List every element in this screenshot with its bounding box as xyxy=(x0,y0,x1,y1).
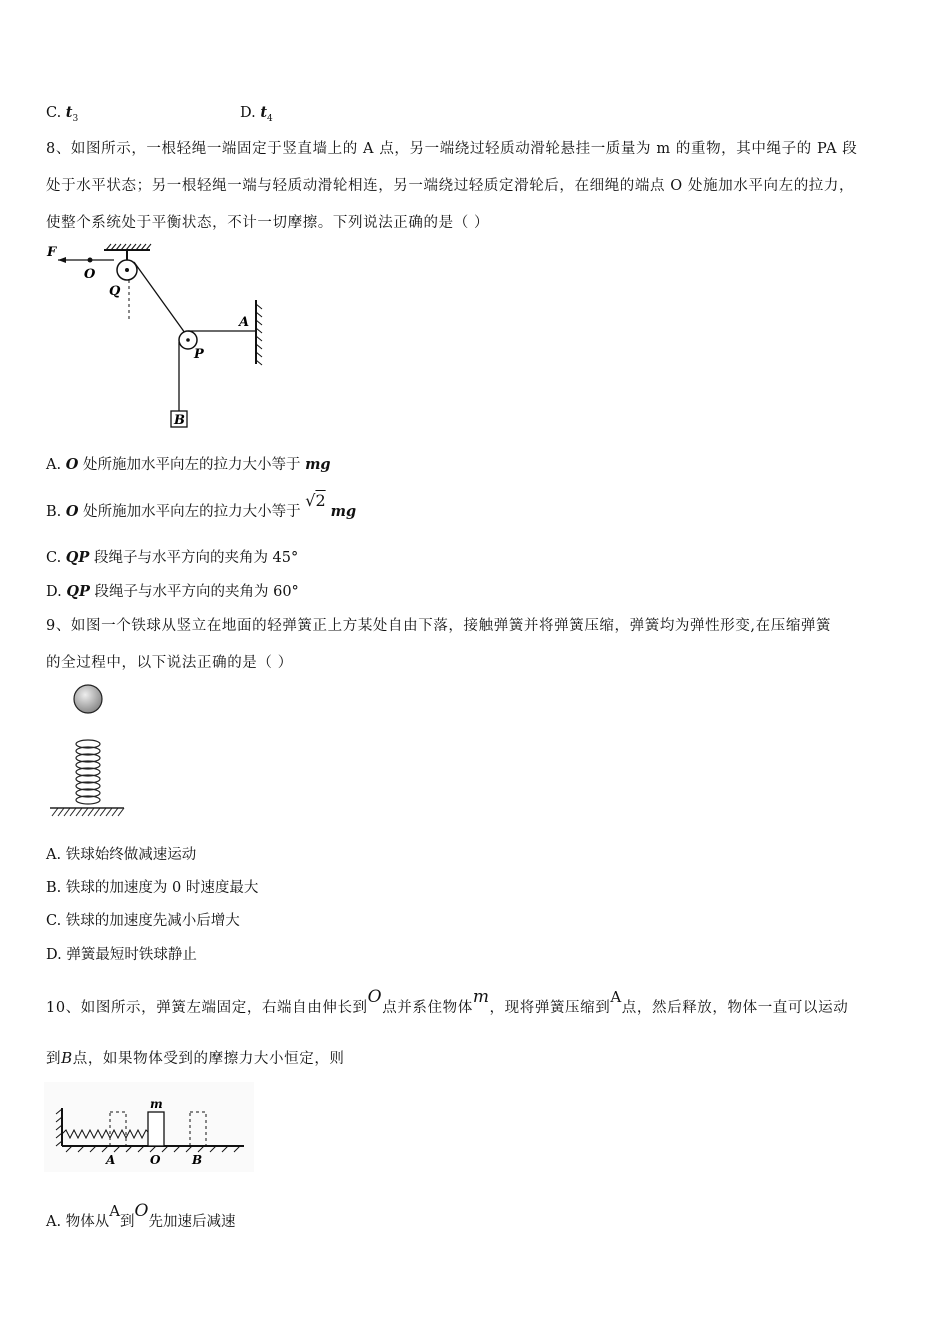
q10-var-a: A xyxy=(610,988,622,1006)
q8-option-b-text: 处所施加水平向左的拉力大小等于 xyxy=(78,504,306,520)
q8-label-b: B xyxy=(174,413,185,428)
q9-spring-figure xyxy=(46,682,136,827)
q10-stem-line2-a: 到 xyxy=(46,1051,62,1067)
q8-label-o: O xyxy=(84,267,96,282)
q7-option-c-var: t xyxy=(65,104,73,121)
q9-ground-hatch xyxy=(52,808,124,816)
q10-option-a xyxy=(46,1200,236,1230)
q9-option-b: B. 铁球的加速度为 0 时速度最大 xyxy=(46,880,259,896)
q10-option-a-var-o: O xyxy=(134,1201,149,1221)
q8-pulley-figure xyxy=(44,240,274,435)
q8-label-a: A xyxy=(239,315,250,330)
q10-label-m: m xyxy=(150,1097,163,1111)
q8-option-a-var: O xyxy=(65,456,79,473)
q10-option-a-var-a: A xyxy=(109,1202,121,1220)
q10-option-a-tail: 先加速后减速 xyxy=(148,1214,236,1230)
q8-option-c-text: 段绳子与水平方向的夹角为 45° xyxy=(89,550,299,566)
q8-option-b xyxy=(46,491,357,521)
q9-iron-ball xyxy=(74,685,102,713)
q10-label-o: O xyxy=(150,1153,161,1167)
q9-option-a: A. 铁球始终做减速运动 xyxy=(46,847,197,863)
q8-rope-qp xyxy=(134,262,185,333)
q10-block-m xyxy=(148,1112,164,1146)
q8-option-b-var: O xyxy=(65,503,79,520)
q8-option-a xyxy=(46,453,331,474)
q7-option-d xyxy=(240,104,273,124)
q10-stem-line2-b: 点，如果物体受到的摩擦力大小恒定，则 xyxy=(72,1051,345,1067)
q10-stem-part4: 点，然后释放，物体一直可以运动 xyxy=(621,1000,849,1016)
q10-var-b: B xyxy=(61,1049,73,1067)
q8-option-b-tail: mg xyxy=(325,503,357,520)
q10-option-a-mid: 到 xyxy=(120,1214,135,1230)
q8-wall xyxy=(256,300,262,365)
q8-pulley-q-axle xyxy=(125,268,129,272)
q8-option-c xyxy=(46,546,298,567)
q8-option-a-prefix: A. xyxy=(46,457,66,473)
q8-option-b-root: 2 xyxy=(315,491,326,510)
q8-option-d xyxy=(46,580,299,601)
q9-option-d: D. 弹簧最短时铁球静止 xyxy=(46,947,197,963)
q10-label-b: B xyxy=(192,1153,203,1167)
q9-stem-line1: 9、如图一个铁球从竖立在地面的轻弹簧正上方某处自由下落，接触弹簧并将弹簧压缩，弹簧均为弹性形变,在压缩弹簧 xyxy=(46,618,832,634)
q10-stem-part2: 点并系住物体 xyxy=(382,1000,473,1016)
q7-option-c-sub: 3 xyxy=(72,113,79,124)
q8-label-f: F xyxy=(47,245,57,260)
q9-stem-line2: 的全过程中，以下说法正确的是（ ） xyxy=(46,655,293,671)
q7-option-d-var: t xyxy=(260,104,268,121)
q8-pulley-p-axle xyxy=(186,338,190,342)
q10-var-m: m xyxy=(472,987,490,1007)
q8-option-c-var: QP xyxy=(65,549,90,566)
q10-option-a-prefix: A. 物体从 xyxy=(46,1214,110,1230)
q8-option-b-sqrt: √2 xyxy=(305,491,326,510)
q8-option-d-prefix: D. xyxy=(46,584,67,600)
q10-spring-block-figure xyxy=(44,1082,254,1172)
q7-option-c xyxy=(46,104,78,124)
q8-stem-line1: 8、如图所示，一根轻绳一端固定于竖直墙上的 A 点，另一端绕过轻质动滑轮悬挂一质量为 m 的重物，其中绳子的 PA 段 xyxy=(46,141,858,157)
q8-stem-line3: 使整个系统处于平衡状态，不计一切摩擦。下列说法正确的是（ ） xyxy=(46,215,490,231)
q8-arrow-head xyxy=(58,257,66,263)
q8-option-c-prefix: C. xyxy=(46,550,66,566)
q7-option-d-prefix: D. xyxy=(240,105,261,121)
q8-stem-line2: 处于水平状态；另一根轻绳一端与轻质动滑轮相连，另一端绕过轻质定滑轮后，在细绳的端点 O 处施加水平向左的拉力， xyxy=(46,178,855,194)
q10-stem-line2 xyxy=(46,1047,345,1068)
q9-option-c: C. 铁球的加速度先减小后增大 xyxy=(46,913,240,929)
q10-stem-line1 xyxy=(46,986,849,1016)
q8-option-d-var: QP xyxy=(66,583,90,600)
q10-stem-part1: 10、如图所示，弹簧左端固定，右端自由伸长到 xyxy=(46,1000,368,1016)
q8-label-p: P xyxy=(194,347,204,362)
q8-label-q: Q xyxy=(109,284,121,299)
q9-spring xyxy=(76,740,100,804)
q10-label-a: A xyxy=(106,1153,116,1167)
q7-option-d-sub: 4 xyxy=(267,113,273,124)
q8-ceiling xyxy=(104,244,151,250)
q8-point-o xyxy=(88,258,93,263)
q7-option-c-prefix: C. xyxy=(46,105,66,121)
q8-option-a-tail: mg xyxy=(305,456,331,473)
q10-stem-part3: ，现将弹簧压缩到 xyxy=(489,1000,611,1016)
q10-var-o: O xyxy=(367,987,383,1007)
q8-option-d-text: 段绳子与水平方向的夹角为 60° xyxy=(89,584,299,600)
q8-option-b-prefix: B. xyxy=(46,504,66,520)
q8-option-a-text: 处所施加水平向左的拉力大小等于 xyxy=(78,457,306,473)
